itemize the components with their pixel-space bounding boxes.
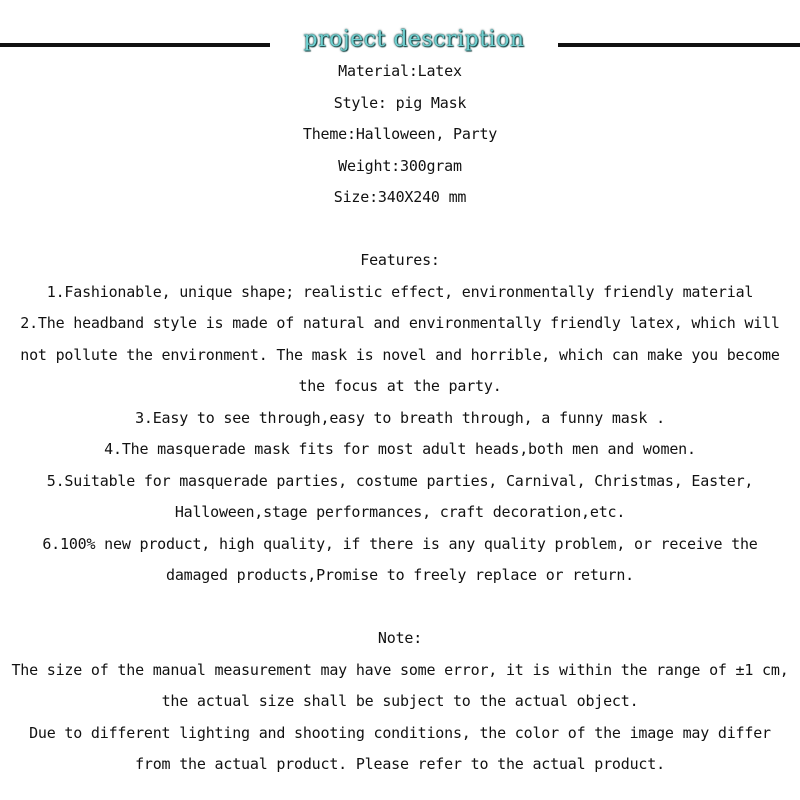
description-body — [0, 56, 800, 781]
spec-style: Style: pig Mask — [333, 93, 467, 112]
feature-item: 5.Suitable for masquerade parties, costume parties, Carnival, Christmas, Easter, Halloween,stage performances, craft decoration,etc. — [46, 471, 754, 521]
note-item: Due to different lighting and shooting conditions, the color of the image may differ from the actual product. Please refer to the actual product. — [29, 723, 771, 773]
feature-item: 4.The masquerade mask fits for most adult heads,both men and women. — [104, 440, 696, 458]
spec-size: Size:340X240 mm — [333, 188, 467, 206]
feature-item: 2.The headband style is made of natural and environmentally friendly latex, which will not pollute the environment. The mask is novel and horrible, which can make you become the focus at the party. — [20, 314, 780, 395]
spec-weight: Weight:300gram — [338, 156, 462, 175]
spacer — [0, 214, 800, 246]
feature-item: 6.100% new product, high quality, if there is any quality problem, or receive the damaged products,Promise to freely replace or return. — [42, 534, 758, 584]
spec-material: Material:Latex — [338, 62, 462, 80]
spacer — [0, 592, 800, 624]
note-item: The size of the manual measurement may have some error, it is within the range of ±1 cm, the actual size shall be subject to the actual object. — [11, 660, 789, 710]
note-heading: Note: — [377, 629, 423, 647]
feature-item: 3.Easy to see through,easy to breath through, a funny mask . — [135, 408, 665, 427]
spec-theme: Theme:Halloween, Party — [302, 125, 498, 143]
features-heading: Features: — [360, 251, 440, 269]
header-rule-left — [0, 43, 270, 47]
feature-item: 1.Fashionable, unique shape; realistic effect, environmentally friendly material — [46, 282, 754, 301]
page-title: project description — [303, 27, 525, 52]
header-rule-right — [558, 43, 800, 47]
